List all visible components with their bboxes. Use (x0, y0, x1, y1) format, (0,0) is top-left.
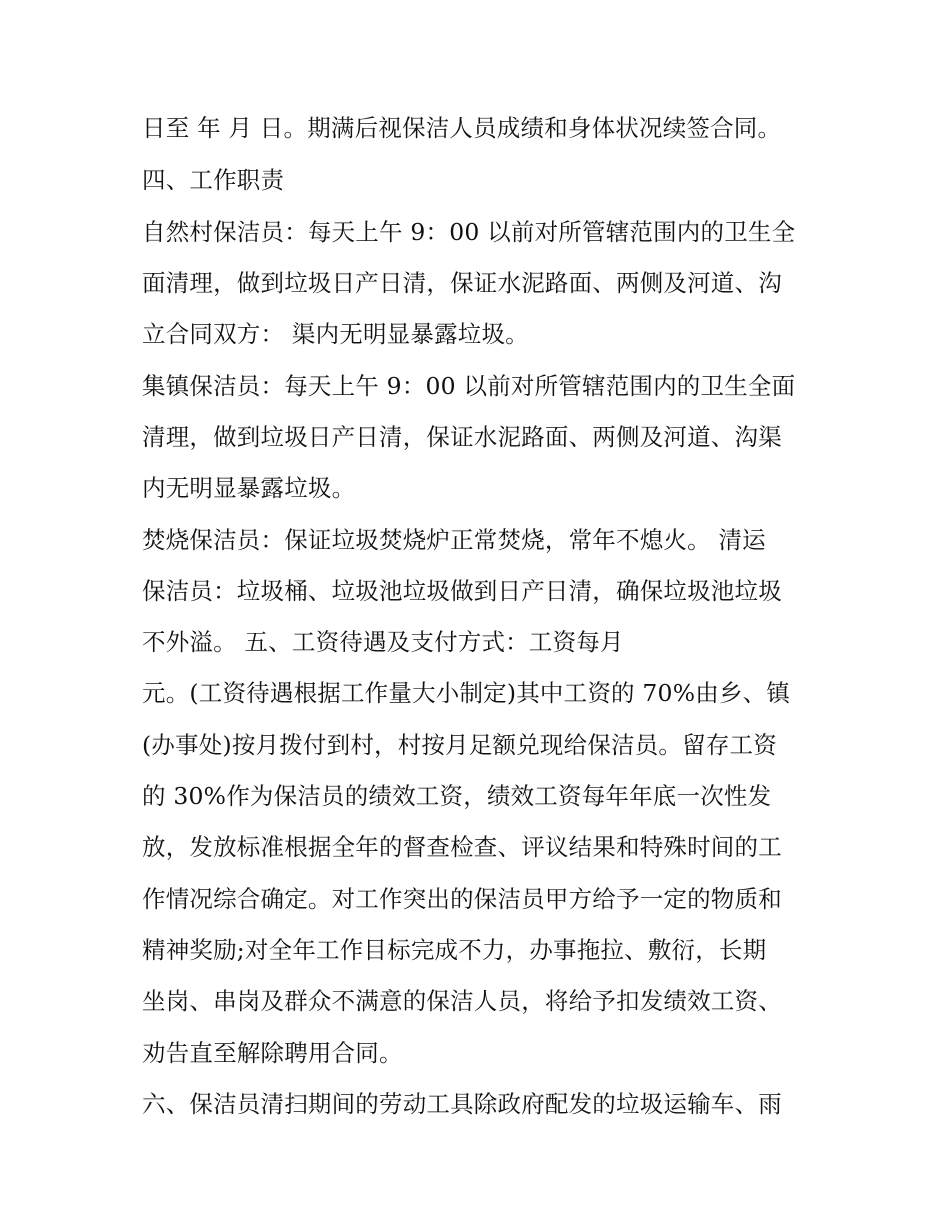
text-line: 内无明显暴露垃圾。 (142, 474, 356, 502)
text-line: 立合同双方： 渠内无明显暴露垃圾。 (142, 320, 529, 348)
text-line: 保洁员：垃圾桶、垃圾池垃圾做到日产日清，确保垃圾池垃圾 (142, 577, 782, 605)
text-line: 六、保洁员清扫期间的劳动工具除政府配发的垃圾运输车、雨 (142, 1090, 782, 1118)
text-line: 精神奖励;对全年工作目标完成不力，办事拖拉、敷衍，长期 (142, 936, 767, 964)
text-line: 作情况综合确定。对工作突出的保洁员甲方给予一定的物质和 (142, 885, 782, 913)
text-line: 坐岗、串岗及群众不满意的保洁人员，将给予扣发绩效工资、 (142, 987, 782, 1015)
text-line: 集镇保洁员：每天上午 9：00 以前对所管辖范围内的卫生全面 (142, 372, 796, 400)
text-line: 放，发放标准根据全年的督查检查、评议结果和特殊时间的工 (142, 833, 782, 861)
section-heading: 四、工作职责 (142, 166, 285, 194)
text-line: 不外溢。 五、工资待遇及支付方式：工资每月 (142, 628, 624, 656)
text-line: 元。(工资待遇根据工作量大小制定)其中工资的 70%由乡、镇 (142, 679, 791, 707)
text-line: (办事处)按月拨付到村，村按月足额兑现给保洁员。留存工资 (142, 731, 777, 759)
text-line: 的 30%作为保洁员的绩效工资，绩效工资每年年底一次性发 (142, 782, 772, 810)
text-line: 自然村保洁员：每天上午 9：00 以前对所管辖范围内的卫生全 (142, 218, 796, 246)
text-line: 面清理，做到垃圾日产日清，保证水泥路面、两侧及河道、沟 (142, 269, 782, 297)
text-line: 劝告直至解除聘用合同。 (142, 1039, 403, 1067)
text-line: 清理，做到垃圾日产日清，保证水泥路面、两侧及河道、沟渠 (142, 423, 782, 451)
text-line: 焚烧保洁员：保证垃圾焚烧炉正常焚烧，常年不熄火。 清运 (142, 526, 766, 554)
text-line: 日至 年 月 日。期满后视保洁人员成绩和身体状况续签合同。 (142, 114, 782, 142)
